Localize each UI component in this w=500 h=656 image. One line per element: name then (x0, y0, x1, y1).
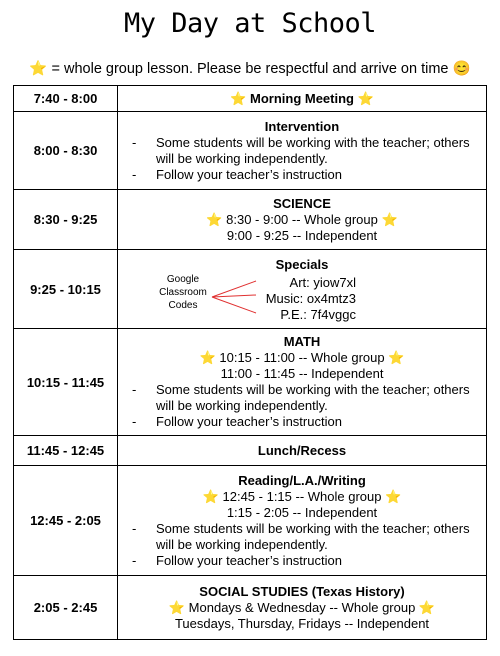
google-classroom-label: Google Classroom Codes (159, 274, 207, 311)
activity-cell (118, 466, 487, 576)
activity-title: Reading/L.A./Writing (238, 472, 366, 488)
list-item: - Some students will be working with the teacher; others will be working independently. (132, 382, 486, 414)
specials-block (118, 257, 486, 321)
list-item: - Some students will be working with the teacher; others will be working independently. (132, 135, 486, 167)
time-cell: 2:05 - 2:45 (14, 576, 118, 640)
instruction-list (118, 521, 486, 569)
time-cell: 10:15 - 11:45 (14, 329, 118, 436)
schedule-table (13, 85, 487, 640)
activity-title: Specials (275, 257, 329, 272)
schedule-line: Tuesdays, Thursday, Fridays -- Independent (174, 615, 430, 631)
activity-cell (118, 190, 487, 250)
connector-lines-icon (210, 275, 258, 327)
table-row (14, 329, 487, 436)
schedule-line: ⭐ 8:30 - 9:00 -- Whole group ⭐ (206, 211, 398, 227)
table-row (14, 576, 487, 640)
code-pe: P.E.: 7f4vggc (280, 307, 356, 322)
table-row (14, 190, 487, 250)
time-cell: 12:45 - 2:05 (14, 466, 118, 576)
schedule-line: ⭐ Mondays & Wednesday -- Whole group ⭐ (168, 599, 436, 615)
time-cell: 11:45 - 12:45 (14, 436, 118, 466)
class-codes (256, 275, 356, 323)
schedule-line: 11:00 - 11:45 -- Independent (220, 366, 384, 381)
list-item: - Follow your teacher’s instruction (132, 553, 486, 569)
list-item: - Some students will be working with the teacher; others will be working independently. (132, 521, 486, 553)
activity-cell (118, 436, 487, 466)
time-cell: 8:00 - 8:30 (14, 112, 118, 190)
table-row (14, 466, 487, 576)
legend-note: ⭐ = whole group lesson. Please be respectful and arrive on time 😊 (29, 61, 471, 77)
table-row (14, 112, 487, 190)
table-row (14, 86, 487, 112)
code-art: Art: yiow7xl (289, 275, 356, 290)
activity-title: SCIENCE (273, 195, 331, 211)
activity-title: Intervention (264, 118, 340, 134)
table-row (14, 250, 487, 329)
schedule-line: ⭐ 10:15 - 11:00 -- Whole group ⭐ (199, 350, 405, 365)
activity-cell (118, 112, 487, 190)
table-row (14, 436, 487, 466)
instruction-list (118, 382, 486, 430)
activity-title: ⭐ Morning Meeting ⭐ (230, 90, 374, 106)
time-cell: 8:30 - 9:25 (14, 190, 118, 250)
schedule-line: 1:15 - 2:05 -- Independent (226, 504, 378, 520)
list-item: - Follow your teacher’s instruction (132, 167, 486, 183)
activity-cell (118, 250, 487, 329)
activity-title: Lunch/Recess (257, 442, 347, 458)
activity-title: SOCIAL STUDIES (Texas History) (199, 583, 405, 599)
time-cell: 9:25 - 10:15 (14, 250, 118, 329)
page-title: My Day at School (123, 8, 377, 39)
activity-cell (118, 576, 487, 640)
schedule-line: 9:00 - 9:25 -- Independent (226, 227, 378, 243)
schedule-line: ⭐ 12:45 - 1:15 -- Whole group ⭐ (202, 488, 402, 504)
activity-title: MATH (283, 334, 321, 349)
activity-cell (118, 329, 487, 436)
time-cell: 7:40 - 8:00 (14, 86, 118, 112)
code-music: Music: ox4mtz3 (265, 291, 356, 306)
list-item: - Follow your teacher’s instruction (132, 414, 486, 430)
instruction-list (118, 135, 486, 183)
activity-cell (118, 86, 487, 112)
